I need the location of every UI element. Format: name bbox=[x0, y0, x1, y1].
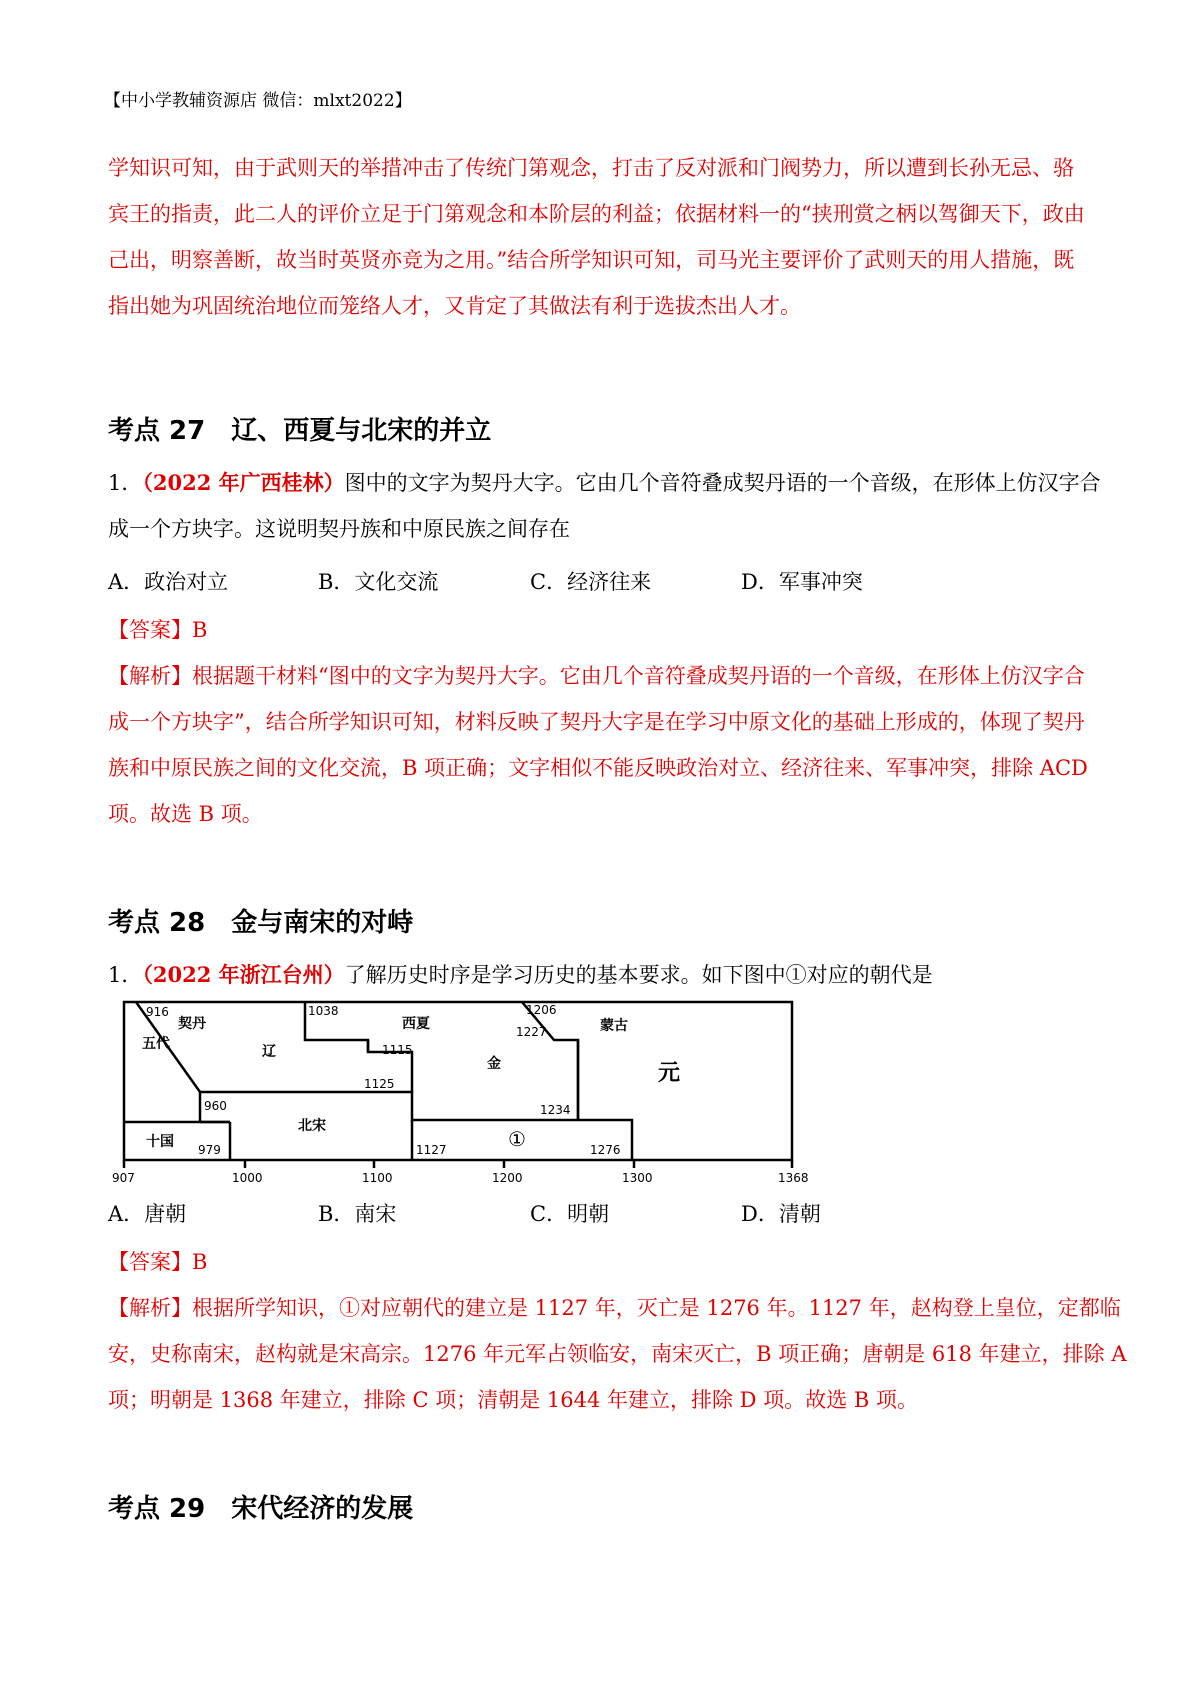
region-label: 元 bbox=[658, 1061, 681, 1086]
analysis-line: 安，史称南宋，赵构就是宋高宗。1276 年元军占领临安，南宋灭亡，B 项正确；唐朝是 618 年建立，排除 A bbox=[108, 1342, 1127, 1366]
dynasty-timeline-figure bbox=[112, 996, 812, 1186]
analysis-line: 成一个方块字”，结合所学知识可知，材料反映了契丹大字是在学习中原文化的基础上形成的，体现了契丹 bbox=[108, 710, 1085, 734]
axis-label: 1200 bbox=[492, 1171, 523, 1185]
year-label: 1125 bbox=[364, 1077, 395, 1091]
year-label: 1127 bbox=[416, 1143, 447, 1157]
year-label: 1038 bbox=[308, 1004, 339, 1018]
section-number: 考点 28 bbox=[108, 908, 206, 938]
axis-label: 1000 bbox=[232, 1171, 263, 1185]
analysis-label: 【解析】 bbox=[108, 1296, 192, 1320]
year-label: 960 bbox=[204, 1099, 227, 1113]
answer-label: 【答案】 bbox=[108, 618, 192, 642]
intro-paragraph bbox=[108, 145, 1098, 329]
intro-line: 宾王的指责，此二人的评价立足于门第观念和本阶层的利益；依据材料一的“挟刑赏之柄以驾御天下，政由 bbox=[108, 202, 1085, 226]
question-28 bbox=[108, 952, 1098, 998]
option-d: D．军事冲突 bbox=[741, 570, 863, 594]
year-label: 979 bbox=[198, 1143, 221, 1157]
intro-line: 指出她为巩固统治地位而笼络人才，又肯定了其做法有利于选拔杰出人才。 bbox=[108, 294, 801, 318]
axis-label: 1300 bbox=[622, 1171, 653, 1185]
intro-line: 学知识可知，由于武则天的举措冲击了传统门第观念，打击了反对派和门阀势力，所以遭到长孙无忌、骆 bbox=[108, 156, 1074, 180]
page-header: 【中小学教辅资源店 微信：mlxt2022】 bbox=[104, 91, 412, 111]
question-source: （2022 年浙江台州） bbox=[142, 962, 345, 987]
section-title: 金与南宋的对峙 bbox=[231, 908, 414, 938]
analysis-line: 族和中原民族之间的文化交流，B 项正确；文字相似不能反映政治对立、经济往来、军事冲突，排除 ACD bbox=[108, 756, 1088, 780]
region-marker: ① bbox=[508, 1127, 526, 1151]
intro-line: 己出，明察善断，故当时英贤亦竞为之用。”结合所学知识可知，司马光主要评价了武则天的用人措施，既 bbox=[108, 248, 1075, 272]
question-27 bbox=[108, 460, 1101, 552]
region-label: 辽 bbox=[262, 1044, 276, 1060]
region-label: 五代 bbox=[142, 1036, 170, 1052]
year-label: 1115 bbox=[382, 1043, 413, 1057]
question-source: （2022 年广西桂林） bbox=[142, 470, 345, 495]
answer-28 bbox=[108, 1246, 207, 1276]
option-c: C．经济往来 bbox=[530, 570, 652, 594]
option-d: D．清朝 bbox=[741, 1202, 821, 1226]
analysis-label: 【解析】 bbox=[108, 664, 192, 688]
answer-value: B bbox=[192, 1250, 208, 1274]
question-number: 1． bbox=[108, 963, 143, 987]
section-28-heading bbox=[108, 902, 413, 939]
option-a: A．唐朝 bbox=[108, 1202, 187, 1226]
answer-label: 【答案】 bbox=[108, 1250, 192, 1274]
options-28 bbox=[108, 1198, 1108, 1228]
axis-label: 1368 bbox=[778, 1171, 809, 1185]
question-text: 成一个方块字。这说明契丹族和中原民族之间存在 bbox=[108, 517, 570, 541]
option-b: B．南宋 bbox=[318, 1202, 397, 1226]
answer-value: B bbox=[192, 618, 208, 642]
region-label: 西夏 bbox=[402, 1016, 430, 1032]
analysis-line: 项。故选 B 项。 bbox=[108, 802, 263, 826]
year-label: 1276 bbox=[590, 1143, 621, 1157]
answer-27 bbox=[108, 614, 207, 644]
year-label: 1234 bbox=[540, 1103, 571, 1117]
region-label: 十国 bbox=[146, 1134, 174, 1150]
region-label: 蒙古 bbox=[600, 1018, 628, 1034]
axis-label: 1100 bbox=[362, 1171, 393, 1185]
year-label: 1206 bbox=[526, 1003, 557, 1017]
option-b: B．文化交流 bbox=[318, 570, 439, 594]
section-number: 考点 27 bbox=[108, 416, 206, 446]
options-27 bbox=[108, 566, 1108, 596]
analysis-line: 根据题干材料“图中的文字为契丹大字。它由几个音符叠成契丹语的一个音级，在形体上仿汉字合 bbox=[192, 664, 1085, 688]
section-27-heading bbox=[108, 410, 491, 447]
analysis-28 bbox=[108, 1285, 1127, 1423]
region-label: 北宋 bbox=[298, 1118, 326, 1134]
region-label: 金 bbox=[487, 1056, 501, 1072]
analysis-line: 根据所学知识，①对应朝代的建立是 1127 年，灭亡是 1276 年。1127 年，赵构登上皇位，定都临 bbox=[192, 1296, 1121, 1320]
section-title: 辽、西夏与北宋的并立 bbox=[231, 416, 492, 446]
year-label: 1227 bbox=[516, 1025, 547, 1039]
region-label: 契丹 bbox=[178, 1016, 206, 1032]
question-text: 了解历史时序是学习历史的基本要求。如下图中①对应的朝代是 bbox=[344, 963, 933, 987]
section-29-heading bbox=[108, 1488, 413, 1525]
year-label: 916 bbox=[146, 1005, 169, 1019]
option-c: C．明朝 bbox=[530, 1202, 610, 1226]
analysis-27 bbox=[108, 653, 1098, 837]
option-a: A．政治对立 bbox=[108, 570, 229, 594]
question-number: 1． bbox=[108, 471, 143, 495]
axis-label: 907 bbox=[112, 1171, 135, 1185]
section-title: 宋代经济的发展 bbox=[231, 1494, 414, 1524]
section-number: 考点 29 bbox=[108, 1494, 206, 1524]
analysis-line: 项；明朝是 1368 年建立，排除 C 项；清朝是 1644 年建立，排除 D 项。故选 B 项。 bbox=[108, 1388, 918, 1412]
question-text: 图中的文字为契丹大字。它由几个音符叠成契丹语的一个音级，在形体上仿汉字合 bbox=[344, 471, 1101, 495]
